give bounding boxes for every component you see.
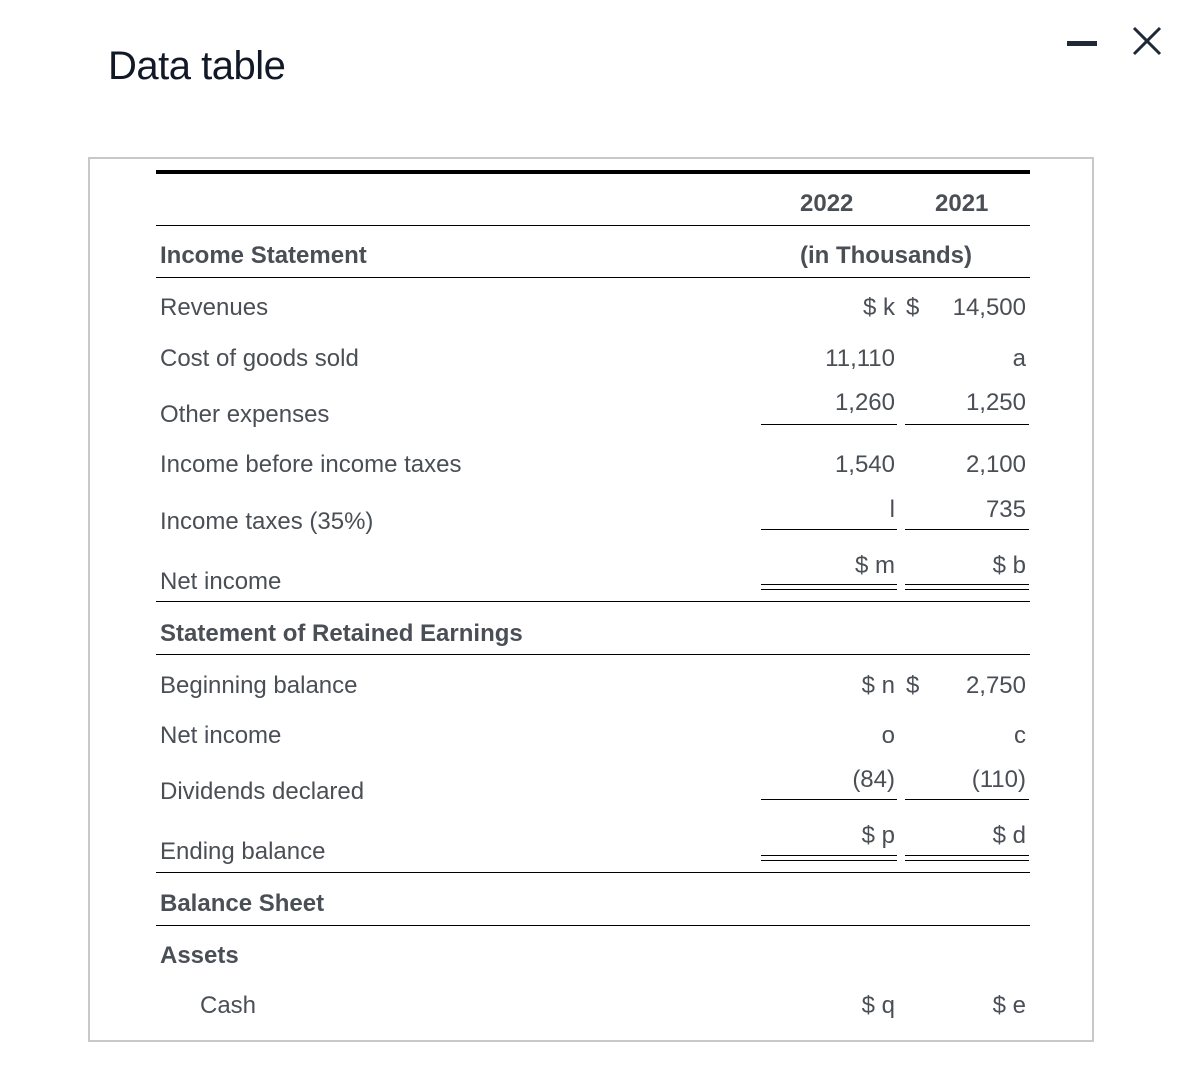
rule: [905, 855, 1029, 856]
rule: [156, 925, 1030, 926]
currency-2021-beginning-balance: $: [906, 672, 920, 699]
row-label-dividends: Dividends declared: [160, 778, 365, 805]
value-2021-net-income: $ b: [992, 552, 1026, 579]
row-label-other-expenses: Other expenses: [160, 401, 330, 428]
row-label-cogs: Cost of goods sold: [160, 345, 359, 372]
value-2022-cogs: 11,110: [825, 345, 895, 372]
rule: [156, 225, 1030, 226]
row-label-revenues: Revenues: [160, 294, 269, 321]
value-2021-ending-balance: $ d: [992, 822, 1026, 849]
value-2022-cash: $ q: [861, 992, 895, 1019]
value-2021-re-net-income: c: [1014, 722, 1026, 749]
rule: [905, 799, 1029, 800]
minimize-button[interactable]: [1064, 22, 1104, 62]
rule: [905, 529, 1029, 530]
currency-2021-revenues: $: [906, 294, 920, 321]
value-2021-beginning-balance: 2,750: [965, 672, 1026, 699]
row-label-cash: Cash: [200, 992, 257, 1019]
rule: [156, 277, 1030, 278]
value-2022-net-income: $ m: [854, 552, 895, 579]
rule: [156, 601, 1030, 602]
row-label-beginning-balance: Beginning balance: [160, 672, 358, 699]
close-icon: [1130, 24, 1164, 58]
value-2021-cash: $ e: [992, 992, 1026, 1019]
assets-heading: Assets: [160, 942, 239, 969]
row-label-re-net-income: Net income: [160, 722, 282, 749]
window-title: Data table: [108, 44, 286, 88]
value-2022-re-net-income: o: [881, 722, 895, 749]
value-2022-other-expenses: 1,260: [834, 389, 895, 416]
value-2021-other-expenses: 1,250: [965, 389, 1026, 416]
value-2022-ending-balance: $ p: [861, 822, 895, 849]
value-2021-income-taxes: 735: [985, 496, 1026, 523]
income-statement-heading: Income Statement: [160, 242, 367, 269]
rule: [156, 872, 1030, 873]
rule: [761, 424, 897, 425]
financial-data-table: [88, 157, 1094, 1042]
retained-earnings-heading: Statement of Retained Earnings: [160, 620, 523, 647]
header-year-2021: 2021: [935, 190, 989, 217]
table-top-rule: [156, 170, 1030, 174]
value-2021-dividends: (110): [971, 766, 1026, 793]
minimize-icon: [1067, 41, 1097, 46]
rule: [761, 584, 897, 585]
rule: [905, 589, 1029, 590]
units-label: (in Thousands): [800, 242, 972, 269]
rule: [905, 860, 1029, 861]
value-2022-income-before-taxes: 1,540: [834, 451, 895, 478]
rule: [905, 584, 1029, 585]
value-2022-income-taxes: l: [889, 496, 895, 523]
balance-sheet-heading: Balance Sheet: [160, 890, 325, 917]
rule: [761, 529, 897, 530]
rule: [761, 589, 897, 590]
rule: [761, 860, 897, 861]
close-button[interactable]: [1128, 22, 1168, 62]
row-label-income-before-taxes: Income before income taxes: [160, 451, 462, 478]
value-2021-income-before-taxes: 2,100: [965, 451, 1026, 478]
rule: [156, 654, 1030, 655]
value-2022-dividends: (84): [852, 766, 895, 793]
value-2021-cogs: a: [1012, 345, 1026, 372]
row-label-net-income: Net income: [160, 568, 282, 595]
rule: [761, 799, 897, 800]
value-2022-beginning-balance: $ n: [861, 672, 895, 699]
rule: [761, 855, 897, 856]
value-2022-revenues: $ k: [862, 294, 895, 321]
row-label-ending-balance: Ending balance: [160, 838, 326, 865]
rule: [905, 424, 1029, 425]
row-label-income-taxes: Income taxes (35%): [160, 508, 374, 535]
value-2021-revenues: 14,500: [952, 294, 1026, 321]
header-year-2022: 2022: [800, 190, 854, 217]
